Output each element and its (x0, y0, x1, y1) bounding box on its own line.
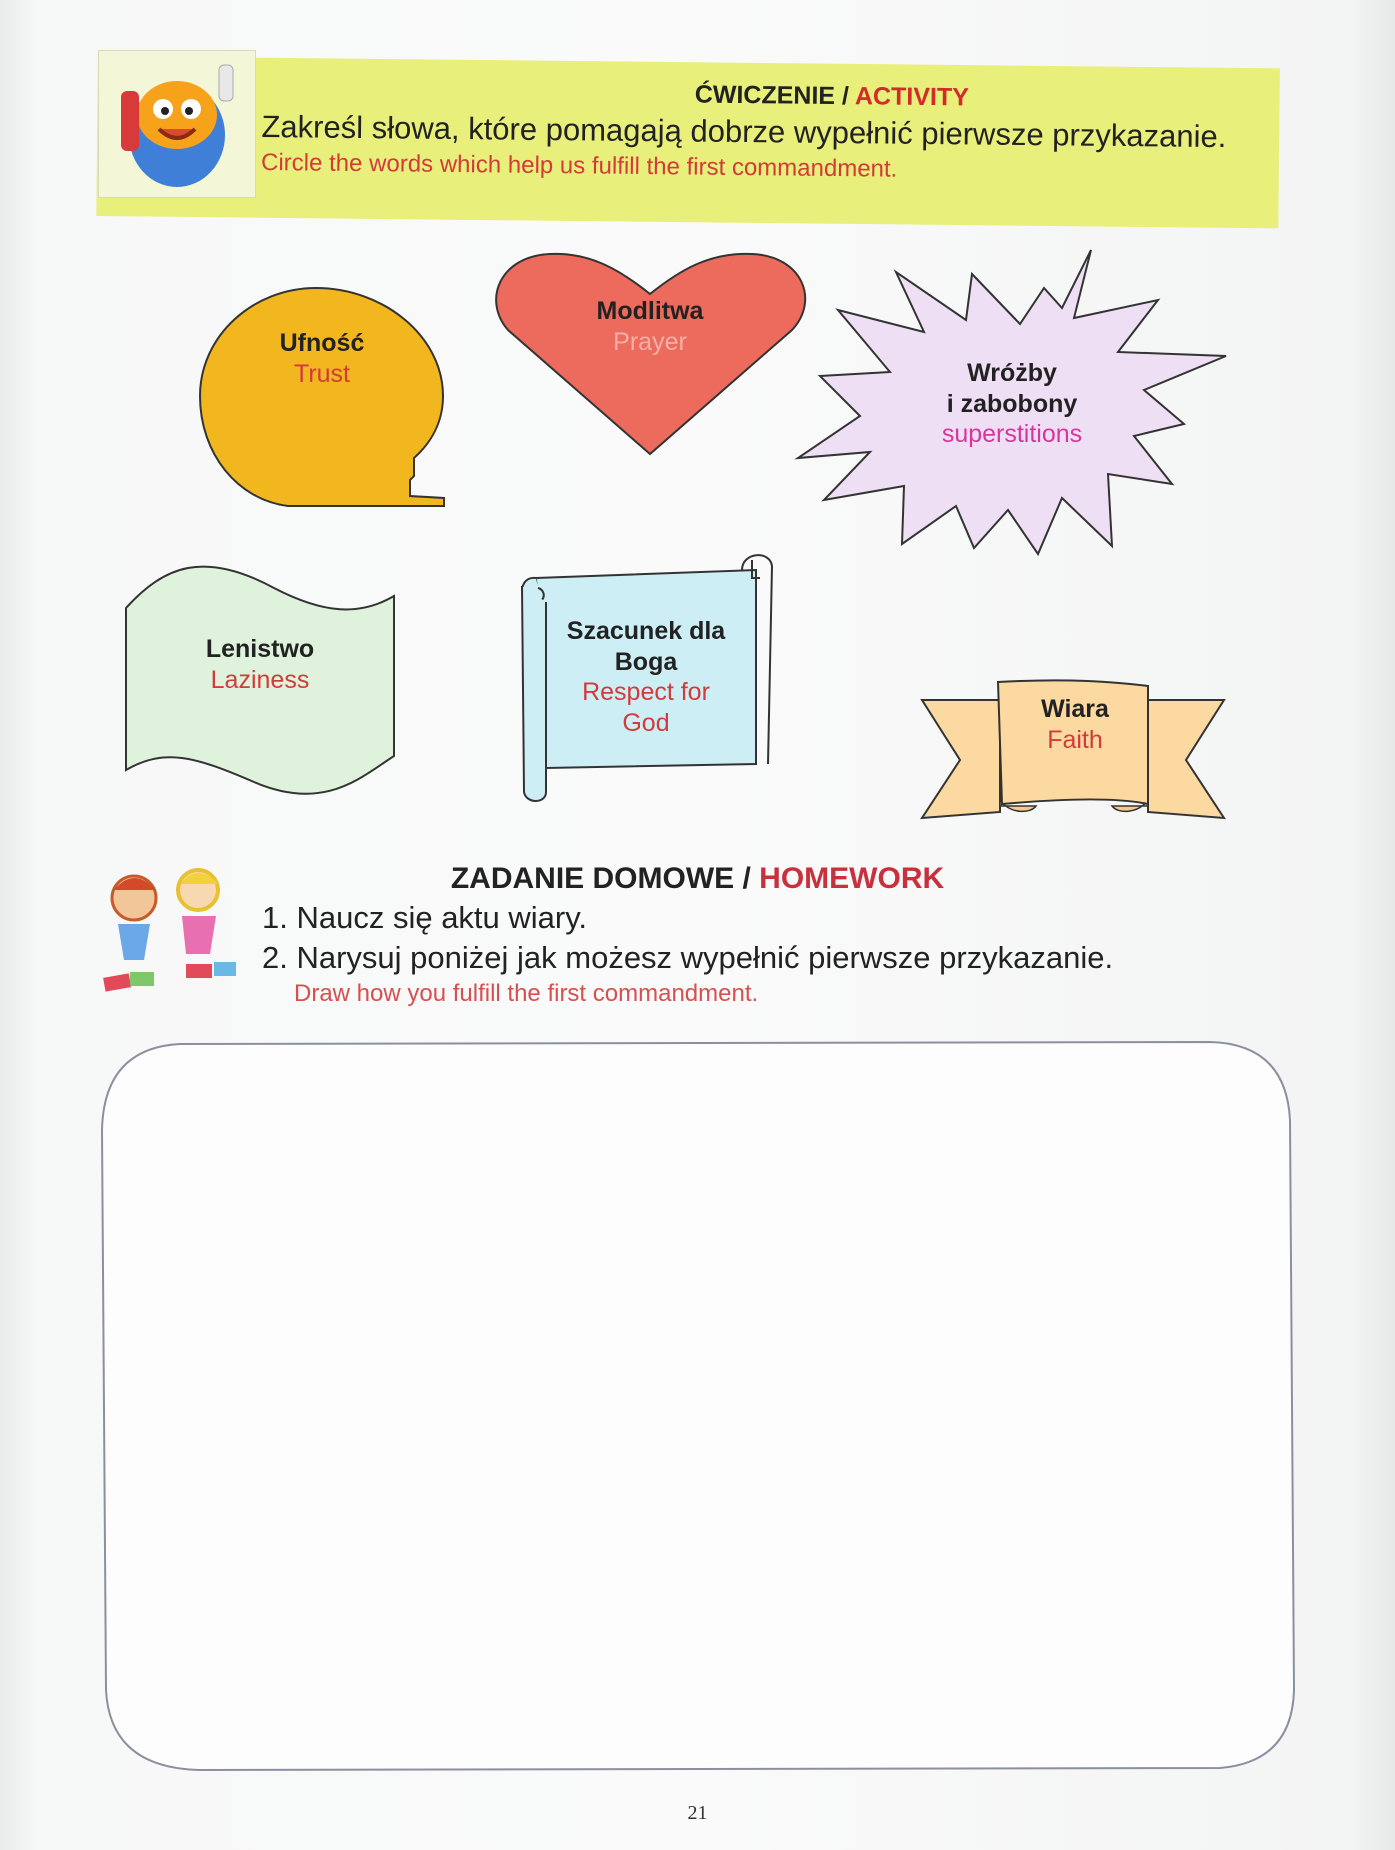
word-superstitions[interactable] (796, 248, 1228, 594)
activity-title-pl: ĆWICZENIE / (694, 80, 856, 111)
word-laziness-en: Laziness (210, 665, 310, 694)
word-faith-en: Faith (1047, 725, 1103, 754)
homework-item-2: 2. Narysuj poniżej jak możesz wypełnić pierwsze przykazanie. (262, 940, 1114, 975)
mascot-illustration (98, 50, 256, 198)
activity-header (261, 76, 1282, 188)
word-trust[interactable] (198, 286, 446, 508)
word-respect-pl-2: Boga (614, 647, 678, 676)
word-respect-for-god[interactable] (516, 542, 778, 804)
word-prayer-pl: Modlitwa (596, 297, 704, 325)
word-respect-en-1: Respect for (582, 678, 710, 706)
speech-bubble-shape (198, 286, 446, 508)
word-trust-pl: Ufność (279, 329, 365, 357)
word-faith[interactable] (920, 680, 1226, 822)
word-laziness[interactable] (124, 556, 396, 812)
word-superstitions-en: superstitions (941, 420, 1083, 448)
word-superstitions-pl-1: Wróżby (967, 359, 1057, 387)
homework-item-2-en: Draw how you fulfill the first commandment. (294, 980, 759, 1007)
page-number: 21 (687, 1802, 708, 1824)
activity-instruction-pl: Zakreśl słowa, które pomagają dobrze wypełnić pierwsze przykazanie. (261, 108, 1227, 155)
word-prayer-en: Prayer (613, 327, 687, 356)
word-faith-pl: Wiara (1041, 695, 1109, 723)
word-laziness-pl: Lenistwo (205, 635, 315, 663)
drawing-area[interactable] (100, 1040, 1296, 1772)
word-respect-pl-1: Szacunek dla (566, 617, 726, 645)
word-respect-en-2: God (622, 708, 670, 737)
homework-title (0, 862, 1395, 896)
homework-item-1: 1. Naucz się aktu wiary. (262, 900, 588, 935)
word-trust-en: Trust (293, 359, 351, 388)
word-superstitions-pl-2: i zabobony (946, 389, 1078, 418)
word-prayer[interactable] (490, 248, 810, 458)
activity-instruction-en: Circle the words which help us fulfill the first commandment. (260, 148, 898, 183)
activity-title-en: ACTIVITY (854, 82, 970, 112)
homework-title-en: HOMEWORK (759, 862, 945, 895)
homework-title-pl: ZADANIE DOMOWE / (450, 862, 760, 895)
